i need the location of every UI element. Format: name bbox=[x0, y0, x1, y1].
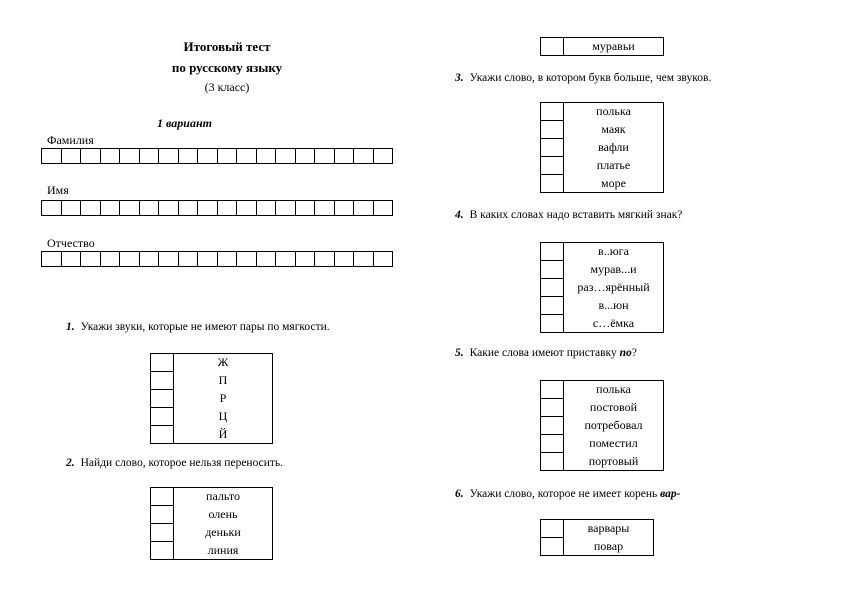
option-text: олень bbox=[208, 507, 238, 521]
option-text: потребовал bbox=[584, 418, 643, 432]
patronymic-label: Отчество bbox=[47, 236, 95, 250]
letter-cell[interactable] bbox=[80, 251, 101, 267]
letter-cell[interactable] bbox=[314, 200, 335, 216]
question-1 bbox=[66, 321, 330, 333]
option-text: в...юн bbox=[598, 298, 629, 312]
letter-cell[interactable] bbox=[275, 251, 296, 267]
answer-checkbox[interactable] bbox=[541, 315, 564, 333]
option-text: платье bbox=[596, 158, 631, 172]
letter-cell[interactable] bbox=[295, 251, 316, 267]
option-text: поместил bbox=[589, 436, 638, 450]
question-1-options bbox=[150, 353, 273, 444]
letter-cell[interactable] bbox=[197, 251, 218, 267]
answer-checkbox[interactable] bbox=[541, 139, 564, 157]
question-5-number: 5. bbox=[455, 347, 464, 359]
letter-cell[interactable] bbox=[178, 200, 199, 216]
letter-cell[interactable] bbox=[100, 148, 121, 164]
option-text: в..юга bbox=[598, 244, 629, 259]
option-row bbox=[541, 261, 664, 279]
letter-cell[interactable] bbox=[295, 148, 316, 164]
option-row bbox=[541, 139, 664, 157]
answer-checkbox[interactable] bbox=[541, 121, 564, 139]
question-3 bbox=[455, 72, 711, 84]
letter-cell[interactable] bbox=[217, 251, 238, 267]
name-cells[interactable] bbox=[41, 200, 392, 216]
option-text: варвары bbox=[587, 521, 630, 536]
answer-checkbox[interactable] bbox=[151, 542, 174, 560]
option-row bbox=[541, 538, 654, 556]
option-row bbox=[151, 506, 273, 524]
name-label: Имя bbox=[47, 183, 69, 197]
option-row bbox=[151, 354, 273, 372]
surname-label: Фамилия bbox=[47, 133, 94, 147]
question-2-options-continued bbox=[540, 37, 664, 56]
letter-cell[interactable] bbox=[373, 200, 394, 216]
letter-cell[interactable] bbox=[334, 148, 355, 164]
answer-checkbox[interactable] bbox=[151, 506, 174, 524]
question-1-number: 1. bbox=[66, 321, 75, 333]
option-row bbox=[541, 453, 664, 471]
option-text: линия bbox=[207, 542, 239, 557]
answer-checkbox[interactable] bbox=[151, 372, 174, 390]
answer-checkbox[interactable] bbox=[541, 381, 564, 399]
variant-label: 1 вариант bbox=[157, 116, 212, 130]
question-2-options bbox=[150, 487, 273, 560]
answer-checkbox[interactable] bbox=[541, 453, 564, 471]
option-row bbox=[541, 520, 654, 538]
letter-cell[interactable] bbox=[236, 251, 257, 267]
letter-cell[interactable] bbox=[256, 200, 277, 216]
option-text: полька bbox=[596, 382, 631, 397]
option-text: пальто bbox=[206, 489, 240, 504]
option-text: с…ёмка bbox=[592, 315, 635, 330]
letter-cell[interactable] bbox=[373, 251, 394, 267]
option-row bbox=[541, 38, 664, 56]
option-text: маяк bbox=[601, 122, 626, 136]
letter-cell[interactable] bbox=[139, 251, 160, 267]
option-row bbox=[151, 426, 273, 444]
letter-cell[interactable] bbox=[41, 251, 62, 267]
question-1-text: Укажи звуки, которые не имеют пары по мягкости. bbox=[80, 321, 330, 333]
letter-cell[interactable] bbox=[197, 200, 218, 216]
option-row bbox=[151, 488, 273, 506]
question-5-prefix: по bbox=[619, 347, 632, 359]
option-text: море bbox=[601, 175, 626, 190]
question-5-text: Какие слова имеют приставку bbox=[469, 347, 620, 359]
question-5-options bbox=[540, 380, 664, 471]
letter-cell[interactable] bbox=[119, 251, 140, 267]
question-2-number: 2. bbox=[66, 457, 75, 469]
letter-cell[interactable] bbox=[119, 200, 140, 216]
option-text: мурав...и bbox=[590, 262, 637, 276]
question-6 bbox=[455, 488, 680, 500]
question-4 bbox=[455, 209, 682, 221]
letter-cell[interactable] bbox=[236, 200, 257, 216]
option-row bbox=[541, 175, 664, 193]
patronymic-cells[interactable] bbox=[41, 251, 392, 267]
option-row bbox=[541, 381, 664, 399]
option-row bbox=[151, 390, 273, 408]
letter-cell[interactable] bbox=[353, 148, 374, 164]
answer-checkbox[interactable] bbox=[541, 297, 564, 315]
answer-checkbox[interactable] bbox=[151, 426, 174, 444]
answer-checkbox[interactable] bbox=[541, 520, 564, 538]
letter-cell[interactable] bbox=[100, 200, 121, 216]
option-text: портовый bbox=[588, 453, 639, 468]
option-text: Ц bbox=[218, 409, 228, 423]
answer-checkbox[interactable] bbox=[151, 408, 174, 426]
letter-cell[interactable] bbox=[61, 251, 82, 267]
test-title: Итоговый тест bbox=[183, 39, 271, 54]
option-text: вафли bbox=[598, 140, 629, 154]
question-4-number: 4. bbox=[455, 209, 464, 221]
letter-cell[interactable] bbox=[334, 251, 355, 267]
letter-cell[interactable] bbox=[256, 251, 277, 267]
option-row bbox=[541, 315, 664, 333]
answer-checkbox[interactable] bbox=[151, 524, 174, 542]
answer-checkbox[interactable] bbox=[541, 38, 564, 56]
grade-label: (3 класс) bbox=[204, 80, 250, 94]
letter-cell[interactable] bbox=[295, 200, 316, 216]
letter-cell[interactable] bbox=[61, 148, 82, 164]
answer-checkbox[interactable] bbox=[541, 103, 564, 121]
question-4-text: В каких словах надо вставить мягкий знак? bbox=[469, 209, 683, 221]
letter-cell[interactable] bbox=[158, 148, 179, 164]
letter-cell[interactable] bbox=[139, 200, 160, 216]
option-row bbox=[541, 121, 664, 139]
option-text: раз…ярённый bbox=[577, 280, 650, 294]
option-row bbox=[151, 524, 273, 542]
option-text: муравьи bbox=[592, 39, 635, 53]
answer-checkbox[interactable] bbox=[541, 417, 564, 435]
surname-cells[interactable] bbox=[41, 148, 392, 164]
option-row bbox=[541, 243, 664, 261]
letter-cell[interactable] bbox=[353, 251, 374, 267]
letter-cell[interactable] bbox=[314, 148, 335, 164]
letter-cell[interactable] bbox=[314, 251, 335, 267]
option-text: полька bbox=[596, 104, 631, 119]
question-6-options bbox=[540, 519, 654, 556]
option-text: деньки bbox=[205, 525, 241, 539]
question-3-number: 3. bbox=[455, 72, 464, 84]
option-row bbox=[151, 372, 273, 390]
letter-cell[interactable] bbox=[100, 251, 121, 267]
answer-checkbox[interactable] bbox=[541, 157, 564, 175]
letter-cell[interactable] bbox=[158, 200, 179, 216]
option-text: постовой bbox=[589, 400, 638, 414]
question-6-root: вар- bbox=[660, 488, 681, 500]
letter-cell[interactable] bbox=[41, 148, 62, 164]
letter-cell[interactable] bbox=[236, 148, 257, 164]
answer-checkbox[interactable] bbox=[541, 243, 564, 261]
letter-cell[interactable] bbox=[256, 148, 277, 164]
answer-checkbox[interactable] bbox=[541, 279, 564, 297]
question-6-text: Укажи слово, которое не имеет корень bbox=[469, 488, 661, 500]
letter-cell[interactable] bbox=[217, 200, 238, 216]
question-2 bbox=[66, 457, 283, 469]
answer-checkbox[interactable] bbox=[151, 354, 174, 372]
letter-cell[interactable] bbox=[80, 148, 101, 164]
letter-cell[interactable] bbox=[217, 148, 238, 164]
letter-cell[interactable] bbox=[41, 200, 62, 216]
question-6-number: 6. bbox=[455, 488, 464, 500]
letter-cell[interactable] bbox=[119, 148, 140, 164]
answer-checkbox[interactable] bbox=[541, 261, 564, 279]
option-text: П bbox=[218, 373, 228, 387]
answer-checkbox[interactable] bbox=[151, 488, 174, 506]
option-text: Ж bbox=[217, 355, 229, 370]
letter-cell[interactable] bbox=[353, 200, 374, 216]
option-row bbox=[541, 435, 664, 453]
option-row bbox=[541, 417, 664, 435]
question-3-options bbox=[540, 102, 664, 193]
answer-checkbox[interactable] bbox=[541, 399, 564, 417]
letter-cell[interactable] bbox=[178, 251, 199, 267]
option-row bbox=[151, 542, 273, 560]
letter-cell[interactable] bbox=[373, 148, 394, 164]
letter-cell[interactable] bbox=[61, 200, 82, 216]
option-text: повар bbox=[593, 538, 624, 553]
option-row bbox=[541, 279, 664, 297]
option-row bbox=[541, 157, 664, 175]
question-3-text: Укажи слово, в котором букв больше, чем звуков. bbox=[469, 72, 712, 84]
option-row bbox=[541, 297, 664, 315]
letter-cell[interactable] bbox=[275, 148, 296, 164]
question-5 bbox=[455, 347, 637, 359]
answer-checkbox[interactable] bbox=[541, 435, 564, 453]
option-row bbox=[541, 103, 664, 121]
question-5-text-end: ? bbox=[631, 347, 637, 359]
letter-cell[interactable] bbox=[80, 200, 101, 216]
letter-cell[interactable] bbox=[197, 148, 218, 164]
letter-cell[interactable] bbox=[158, 251, 179, 267]
letter-cell[interactable] bbox=[178, 148, 199, 164]
letter-cell[interactable] bbox=[275, 200, 296, 216]
answer-checkbox[interactable] bbox=[151, 390, 174, 408]
question-2-text: Найди слово, которое нельзя переносить. bbox=[80, 457, 284, 469]
answer-checkbox[interactable] bbox=[541, 175, 564, 193]
letter-cell[interactable] bbox=[334, 200, 355, 216]
answer-checkbox[interactable] bbox=[541, 538, 564, 556]
option-row bbox=[541, 399, 664, 417]
letter-cell[interactable] bbox=[139, 148, 160, 164]
option-text: Й bbox=[218, 426, 228, 441]
test-subtitle: по русскому языку bbox=[171, 60, 283, 75]
option-text: Р bbox=[219, 391, 227, 405]
option-row bbox=[151, 408, 273, 426]
question-4-options bbox=[540, 242, 664, 333]
